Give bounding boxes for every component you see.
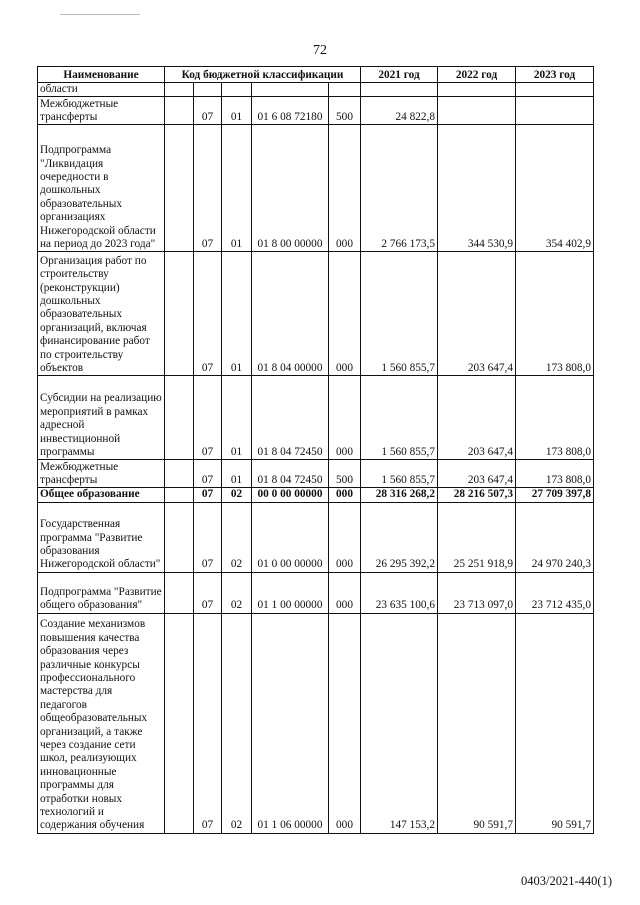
row-subsection: 02 (222, 613, 252, 833)
row-2022 (438, 97, 516, 125)
row-name: области (38, 83, 165, 97)
row-empty-cell (165, 97, 194, 125)
row-target: 01 1 00 00000 (252, 572, 329, 613)
row-name: Государственная программа "Развитие образования Нижегородской области" (38, 502, 165, 572)
row-subsection: 01 (222, 376, 252, 460)
row-empty-cell (165, 572, 194, 613)
row-2022: 23 713 097,0 (438, 572, 516, 613)
header-2022: 2022 год (438, 67, 516, 83)
table-row (38, 376, 594, 460)
row-2023: 173 808,0 (516, 460, 594, 488)
table-header-row (38, 67, 594, 83)
row-2022: 25 251 918,9 (438, 502, 516, 572)
row-section: 07 (194, 125, 222, 252)
row-section (194, 83, 222, 97)
row-2021: 23 635 100,6 (361, 572, 438, 613)
row-name: Межбюджетные трансферты (38, 97, 165, 125)
table-row (38, 488, 594, 502)
row-2021: 147 153,2 (361, 613, 438, 833)
table-row (38, 83, 594, 97)
row-name: Подпрограмма "Развитие общего образования" (38, 572, 165, 613)
row-subsection: 01 (222, 97, 252, 125)
row-subsection: 01 (222, 125, 252, 252)
row-subsection: 01 (222, 460, 252, 488)
row-empty-cell (165, 613, 194, 833)
row-section: 07 (194, 97, 222, 125)
row-section: 07 (194, 502, 222, 572)
row-type: 500 (329, 97, 361, 125)
budget-table (37, 66, 594, 834)
row-section: 07 (194, 572, 222, 613)
row-subsection: 02 (222, 502, 252, 572)
header-2023: 2023 год (516, 67, 594, 83)
row-type (329, 83, 361, 97)
row-type: 500 (329, 460, 361, 488)
table-row (38, 502, 594, 572)
row-type: 000 (329, 125, 361, 252)
row-empty-cell (165, 460, 194, 488)
header-2021: 2021 год (361, 67, 438, 83)
row-2022: 28 216 507,3 (438, 488, 516, 502)
row-name: Субсидии на реализацию мероприятий в рамках адресной инвестиционной программы (38, 376, 165, 460)
row-target: 01 8 04 00000 (252, 252, 329, 376)
row-empty-cell (165, 502, 194, 572)
row-2021: 1 560 855,7 (361, 252, 438, 376)
row-type: 000 (329, 613, 361, 833)
row-2023: 27 709 397,8 (516, 488, 594, 502)
table-row (38, 613, 594, 833)
top-rule (60, 14, 140, 15)
row-target: 01 1 06 00000 (252, 613, 329, 833)
row-section: 07 (194, 376, 222, 460)
row-section: 07 (194, 613, 222, 833)
row-2023: 90 591,7 (516, 613, 594, 833)
row-empty-cell (165, 376, 194, 460)
row-type: 000 (329, 376, 361, 460)
row-section: 07 (194, 488, 222, 502)
row-2021 (361, 83, 438, 97)
row-2021: 2 766 173,5 (361, 125, 438, 252)
row-type: 000 (329, 572, 361, 613)
table-row (38, 125, 594, 252)
row-name: Общее образование (38, 488, 165, 502)
page-number: 72 (313, 43, 327, 58)
row-2022: 90 591,7 (438, 613, 516, 833)
row-section: 07 (194, 252, 222, 376)
row-name: Создание механизмов повышения качества образования через различные конкурсы профессионального мастерства для педагогов общеобразовательных организаций, а также через создание сети школ, реализующих инновационные программы для отработки новых технологий и содержания обучения (38, 613, 165, 833)
row-2023 (516, 97, 594, 125)
row-2021: 26 295 392,2 (361, 502, 438, 572)
row-subsection: 02 (222, 572, 252, 613)
row-target: 00 0 00 00000 (252, 488, 329, 502)
row-2023 (516, 83, 594, 97)
row-subsection: 01 (222, 252, 252, 376)
row-2021: 1 560 855,7 (361, 376, 438, 460)
row-type: 000 (329, 502, 361, 572)
row-subsection: 02 (222, 488, 252, 502)
row-2021: 28 316 268,2 (361, 488, 438, 502)
row-target: 01 6 08 72180 (252, 97, 329, 125)
row-empty-cell (165, 488, 194, 502)
header-code: Код бюджетной классификации (165, 67, 361, 83)
row-2022: 203 647,4 (438, 376, 516, 460)
row-2022: 203 647,4 (438, 460, 516, 488)
row-2023: 173 808,0 (516, 376, 594, 460)
row-name: Организация работ по строительству (реконструкции) дошкольных образовательных организаций, включая финансирование работ по строительству объектов (38, 252, 165, 376)
document-code: 0403/2021-440(1) (521, 874, 612, 888)
row-2022 (438, 83, 516, 97)
table-row (38, 460, 594, 488)
row-target: 01 8 04 72450 (252, 460, 329, 488)
row-2021: 1 560 855,7 (361, 460, 438, 488)
row-empty-cell (165, 252, 194, 376)
header-name: Наименование (38, 67, 165, 83)
row-section: 07 (194, 460, 222, 488)
row-type: 000 (329, 252, 361, 376)
row-type: 000 (329, 488, 361, 502)
row-2021: 24 822,8 (361, 97, 438, 125)
row-2022: 203 647,4 (438, 252, 516, 376)
row-target: 01 0 00 00000 (252, 502, 329, 572)
table-row (38, 252, 594, 376)
row-empty-cell (165, 125, 194, 252)
row-target: 01 8 00 00000 (252, 125, 329, 252)
row-target (252, 83, 329, 97)
row-name: Подпрограмма "Ликвидация очередности в дошкольных образовательных организациях Нижегородской области на период до 2023 года" (38, 125, 165, 252)
row-name: Межбюджетные трансферты (38, 460, 165, 488)
row-target: 01 8 04 72450 (252, 376, 329, 460)
row-2022: 344 530,9 (438, 125, 516, 252)
row-subsection (222, 83, 252, 97)
row-2023: 173 808,0 (516, 252, 594, 376)
table-row (38, 97, 594, 125)
row-empty-cell (165, 83, 194, 97)
row-2023: 354 402,9 (516, 125, 594, 252)
row-2023: 23 712 435,0 (516, 572, 594, 613)
row-2023: 24 970 240,3 (516, 502, 594, 572)
table-row (38, 572, 594, 613)
